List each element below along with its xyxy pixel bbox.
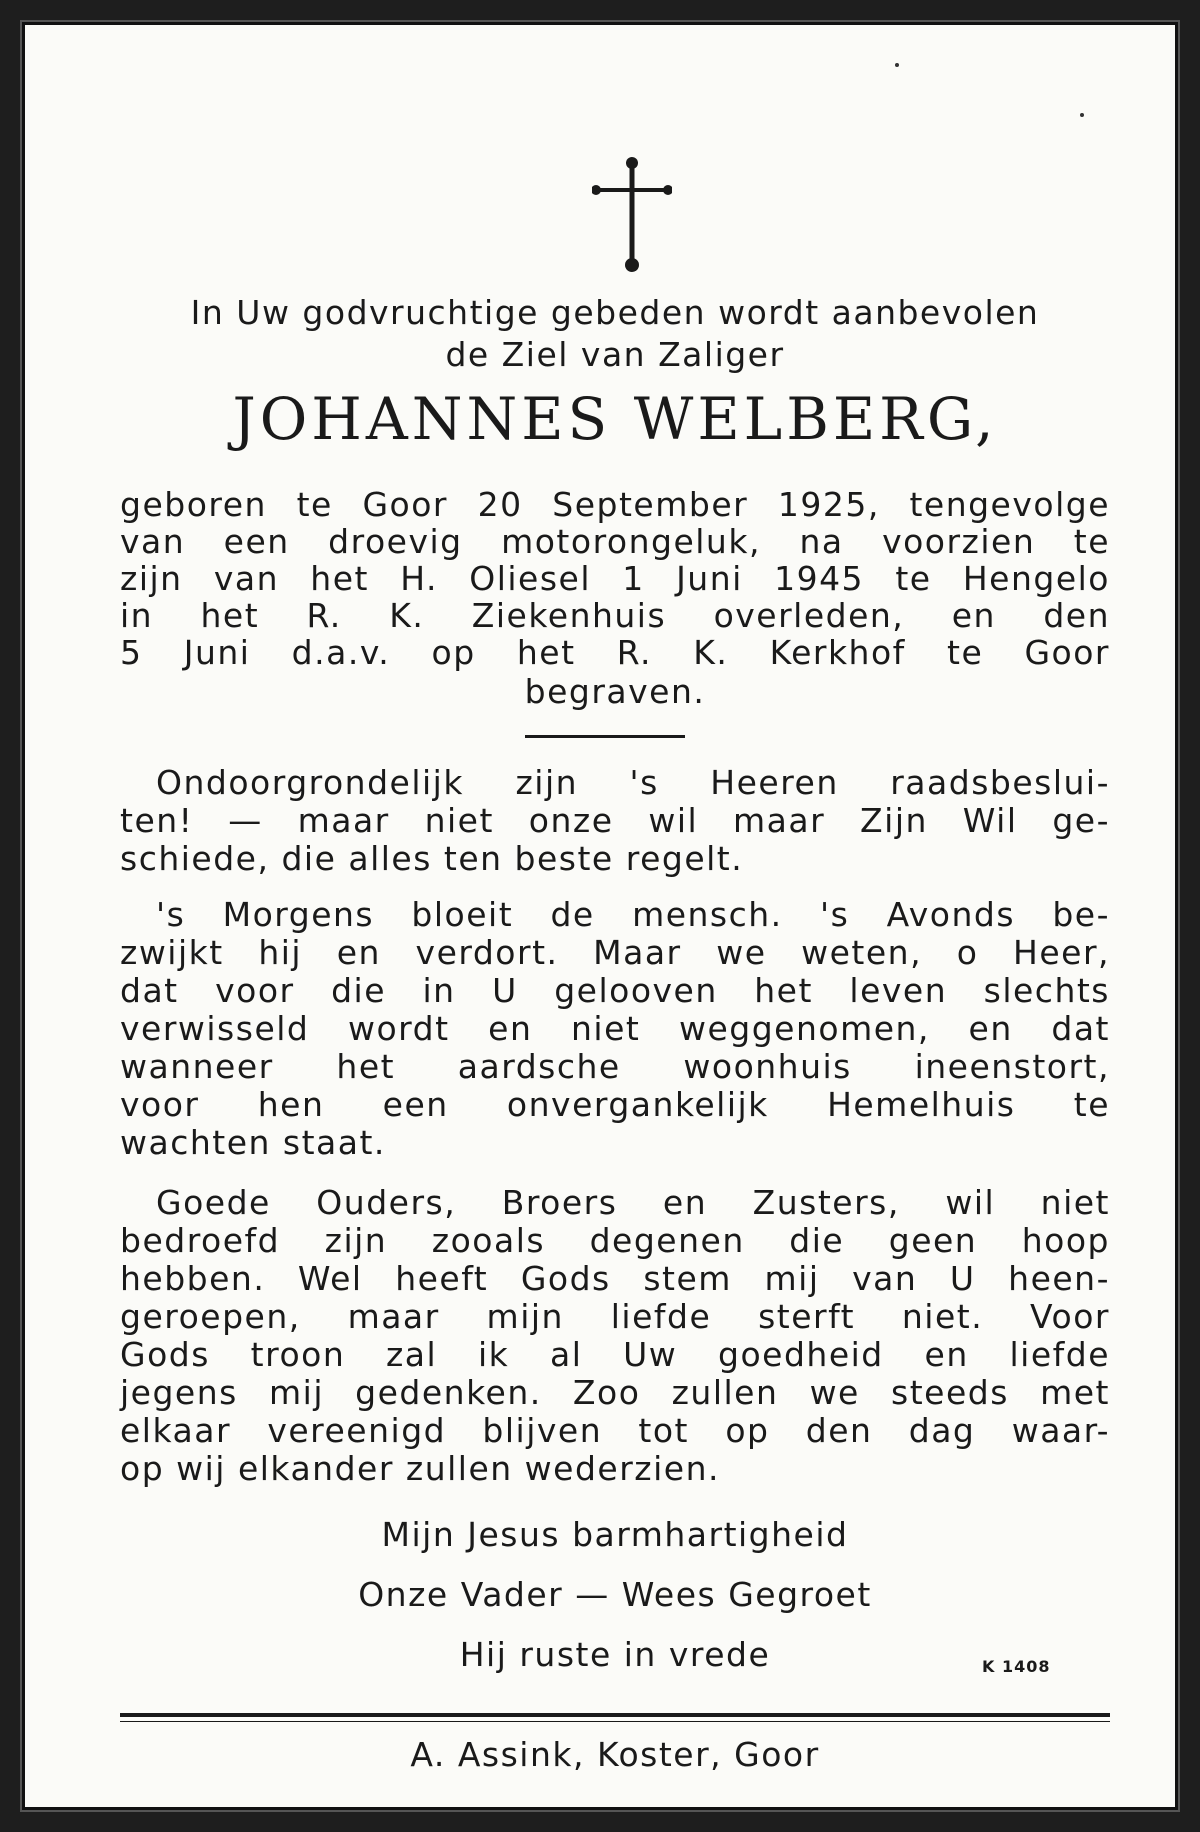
cross-icon	[592, 155, 672, 275]
paragraph-2-line: wanneer het aardsche woonhuis ineenstort,	[120, 1047, 1110, 1086]
paragraph-1-line: Ondoorgrondelijk zijn 's Heeren raadsbeslui-	[156, 763, 1110, 802]
paragraph-3-line: elkaar vereenigd blijven tot op den dag waar-	[120, 1411, 1110, 1450]
biography-line: begraven.	[524, 672, 706, 711]
intro-line-1: In Uw godvruchtige gebeden wordt aanbevolen	[190, 293, 1040, 332]
paragraph-3-line: hebben. Wel heeft Gods stem mij van U heen-	[120, 1259, 1110, 1298]
paragraph-1-line: ten! — maar niet onze wil maar Zijn Wil ge-	[120, 801, 1110, 840]
paragraph-2-line: voor hen een onvergankelijk Hemelhuis te	[120, 1085, 1110, 1124]
print-speck	[895, 63, 899, 67]
biography-line: zijn van het H. Oliesel 1 Juni 1945 te Hengelo	[120, 559, 1110, 598]
paragraph-3-line: op wij elkander zullen wederzien.	[120, 1449, 720, 1488]
section-divider	[525, 735, 685, 738]
footer-rule-thin	[120, 1721, 1110, 1722]
paragraph-2-line: verwisseld wordt en niet weggenomen, en dat	[120, 1009, 1110, 1048]
prayer-line-3: Hij ruste in vrede	[459, 1635, 771, 1674]
intro-line-2: de Ziel van Zaliger	[445, 335, 785, 374]
biography-line: geboren te Goor 20 September 1925, tengevolge	[120, 485, 1110, 524]
paragraph-3-line: Gods troon zal ik al Uw goedheid en liefde	[120, 1335, 1110, 1374]
biography-line: in het R. K. Ziekenhuis overleden, en den	[120, 596, 1110, 635]
paragraph-2-line: 's Morgens bloeit de mensch. 's Avonds be-	[156, 895, 1110, 934]
paragraph-2-line: wachten staat.	[120, 1123, 386, 1162]
biography-line: van een droevig motorongeluk, na voorzien te	[120, 522, 1110, 561]
paragraph-3-line: jegens mij gedenken. Zoo zullen we steeds met	[120, 1373, 1110, 1412]
print-speck	[1080, 113, 1084, 117]
deceased-name: JOHANNES WELBERG,	[232, 385, 998, 453]
prayer-line-2: Onze Vader — Wees Gegroet	[358, 1575, 872, 1614]
paragraph-3-line: geroepen, maar mijn liefde sterft niet. Voor	[120, 1297, 1110, 1336]
paragraph-2-line: zwijkt hij en verdort. Maar we weten, o Heer,	[120, 933, 1110, 972]
memorial-card	[22, 22, 1178, 1810]
paragraph-2-line: dat voor die in U gelooven het leven slechts	[120, 971, 1110, 1010]
paragraph-3-line: bedroefd zijn zooals degenen die geen hoop	[120, 1221, 1110, 1260]
print-code: K 1408	[982, 1657, 1051, 1676]
paragraph-3-line: Goede Ouders, Broers en Zusters, wil niet	[156, 1183, 1110, 1222]
biography-line: 5 Juni d.a.v. op het R. K. Kerkhof te Goor	[120, 633, 1110, 672]
printer-credit: A. Assink, Koster, Goor	[410, 1735, 820, 1774]
paragraph-1-line: schiede, die alles ten beste regelt.	[120, 839, 744, 878]
footer-rule	[120, 1713, 1110, 1717]
prayer-line-1: Mijn Jesus barmhartigheid	[381, 1515, 849, 1554]
